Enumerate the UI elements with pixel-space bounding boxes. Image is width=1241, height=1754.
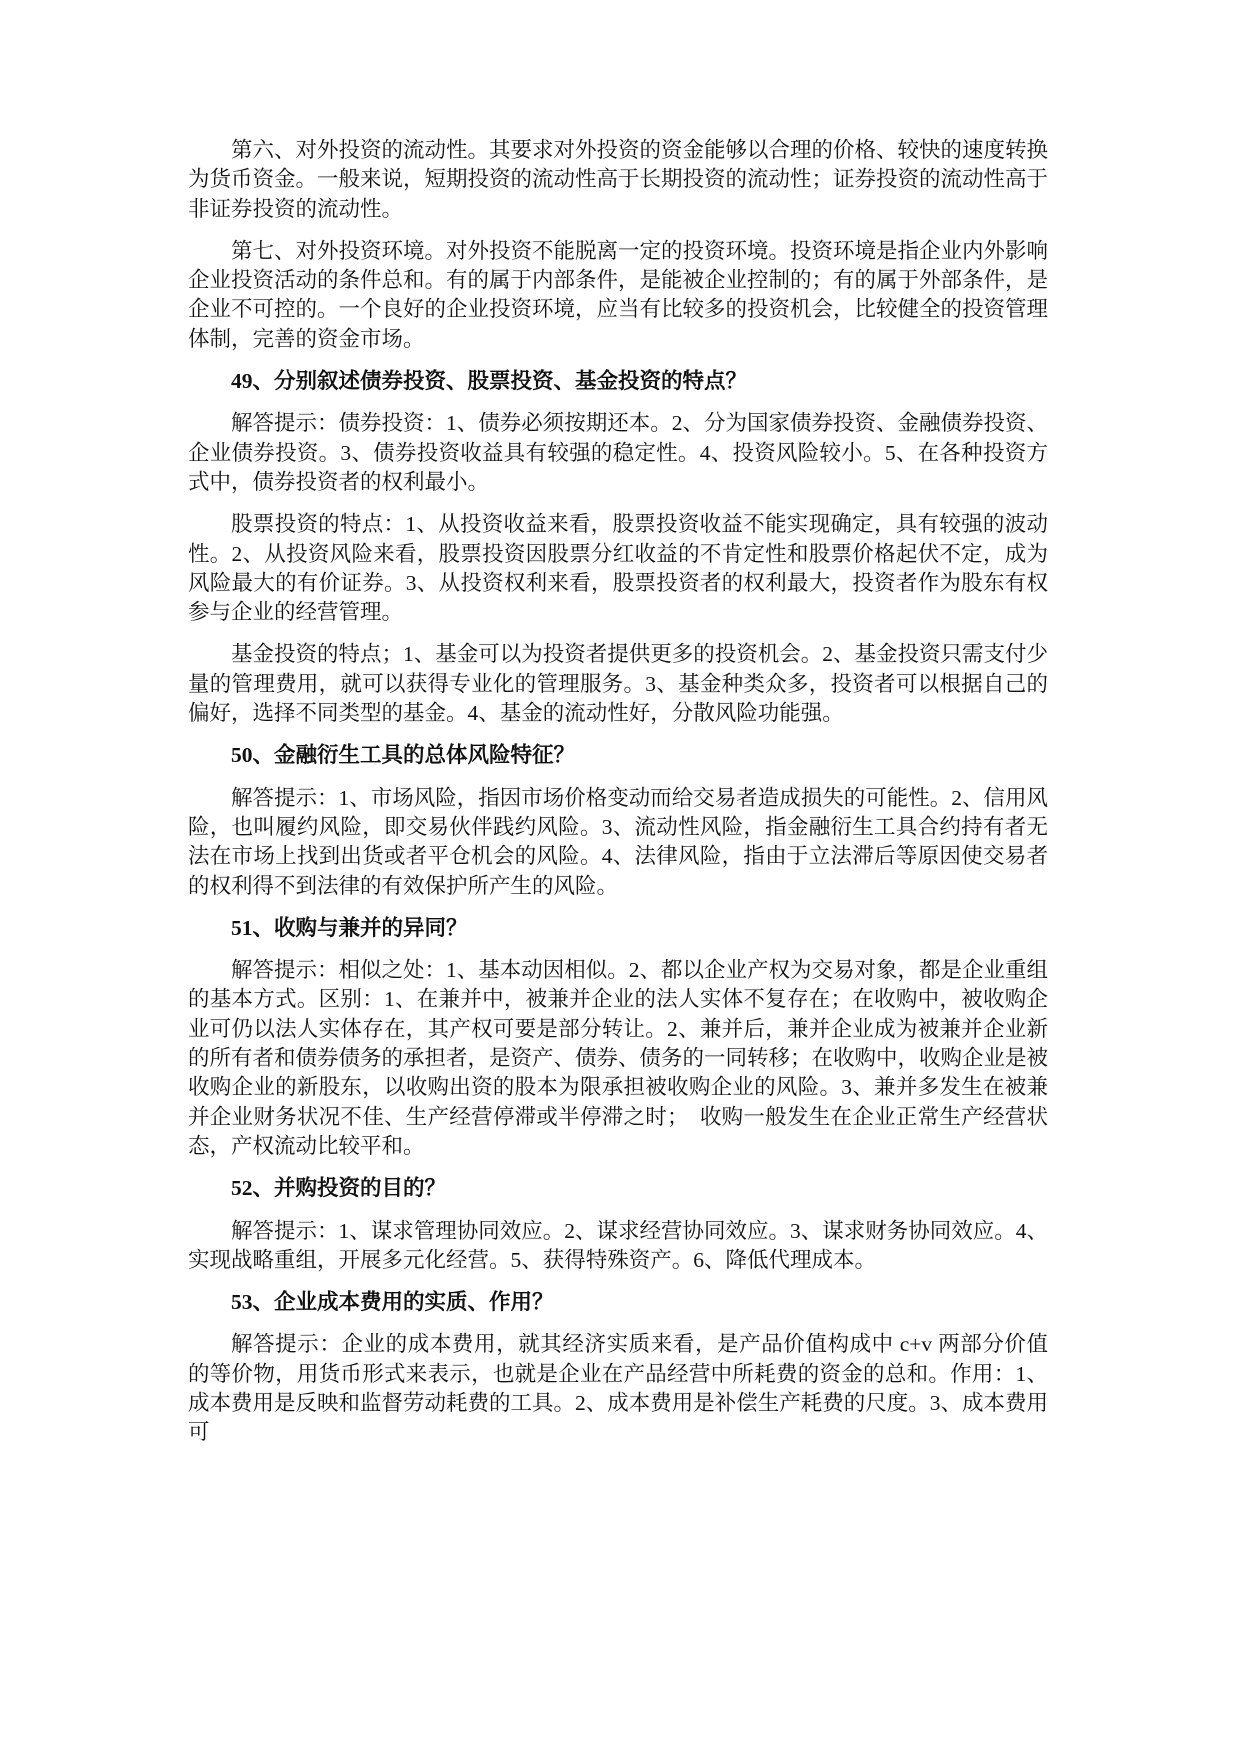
question-49-title: 49、分别叙述债券投资、股票投资、基金投资的特点？: [231, 369, 748, 394]
answer-acquisition-vs-merger: 解答提示：相似之处：1、基本动因相似。2、都以企业产权为交易对象，都是企业重组的基本方式。区别：1、在兼并中，被兼并企业的法人实体不复存在；在收购中，被收购企业可仍以法人实体存在，其产权可要是部分转让。2、兼并后，兼并企业成为被兼并企业新的所有者和债券债务的承担者，是资产、债券、债务的一同转移；在收购中，收购企业是被收购企业的新股东，以收购出资的股本为限承担被收购企业的风险。3、兼并多发生在被兼并企业财务状况不佳、生产经营停滞或半停滞之时； 收购一般发生在企业正常生产经营状态，产权流动比较平和。: [188, 958, 1049, 1158]
point-outbound-investment-liquidity: 第六、对外投资的流动性。其要求对外投资的资金能够以合理的价格、较快的速度转换为货币资金。一般来说，短期投资的流动性高于长期投资的流动性；证券投资的流动性高于非证券投资的流动性。: [188, 138, 1049, 221]
question-52-block: [188, 1174, 1048, 1275]
answer-fund-investment: 基金投资的特点；1、基金可以为投资者提供更多的投资机会。2、基金投资只需支付少量的管理费用，就可以获得专业化的管理服务。3、基金种类众多，投资者可以根据自己的偏好，选择不同类型的基金。4、基金的流动性好，分散风险功能强。: [188, 642, 1049, 726]
question-51-title: 51、收购与兼并的异同？: [231, 915, 468, 940]
question-53-title: 53、企业成本费用的实质、作用？: [231, 1290, 554, 1315]
question-51-block: [188, 914, 1048, 1161]
question-53-block: [188, 1288, 1048, 1447]
document-body: [188, 136, 1048, 1461]
question-49-block: [188, 367, 1048, 728]
answer-stock-investment: 股票投资的特点：1、从投资收益来看，股票投资收益不能实现确定，具有较强的波动性。2、从投资风险来看，股票投资因股票分红收益的不肯定性和股票价格起伏不定，成为风险最大的有价证券。3、从投资权利来看，股票投资者的权利最大，投资者作为股东有权参与企业的经营管理。: [188, 512, 1048, 625]
answer-derivative-risks: 解答提示：1、市场风险，指因市场价格变动而给交易者造成损失的可能性。2、信用风险，也叫履约风险，即交易伙伴践约风险。3、流动性风险，指金融衍生工具合约持有者无法在市场上找到出货或者平仓机会的风险。4、法律风险，指由于立法滞后等原因使交易者的权利得不到法律的有效保护所产生的风险。: [188, 785, 1049, 898]
question-50-title: 50、金融衍生工具的总体风险特征？: [231, 743, 576, 768]
question-52-title: 52、并购投资的目的？: [231, 1176, 447, 1201]
answer-cost-essence-role: 解答提示：企业的成本费用，就其经济实质来看，是产品价值构成中 c+v 两部分价值的等价物，用货币形式来表示，也就是企业在产品经营中所耗费的资金的总和。作用：1、成本费用是反映和监督劳动耗费的工具。2、成本费用是补偿生产耗费的尺度。3、成本费用可: [188, 1332, 1049, 1445]
answer-bond-investment: 解答提示：债券投资：1、债券必须按期还本。2、分为国家债券投资、金融债券投资、企业债券投资。3、债券投资收益具有较强的稳定性。4、投资风险较小。5、在各种投资方式中，债券投资者的权利最小。: [188, 411, 1049, 494]
answer-merger-purposes: 解答提示：1、谋求管理协同效应。2、谋求经营协同效应。3、谋求财务协同效应。4、实现战略重组，开展多元化经营。5、获得特殊资产。6、降低代理成本。: [188, 1218, 1049, 1272]
question-50-block: [188, 741, 1048, 900]
point-outbound-investment-environment: 第七、对外投资环境。对外投资不能脱离一定的投资环境。投资环境是指企业内外影响企业投资活动的条件总和。有的属于内部条件，是能被企业控制的；有的属于外部条件，是企业不可控的。一个良好的企业投资环境，应当有比较多的投资机会，比较健全的投资管理体制，完善的资金市场。: [188, 238, 1049, 351]
